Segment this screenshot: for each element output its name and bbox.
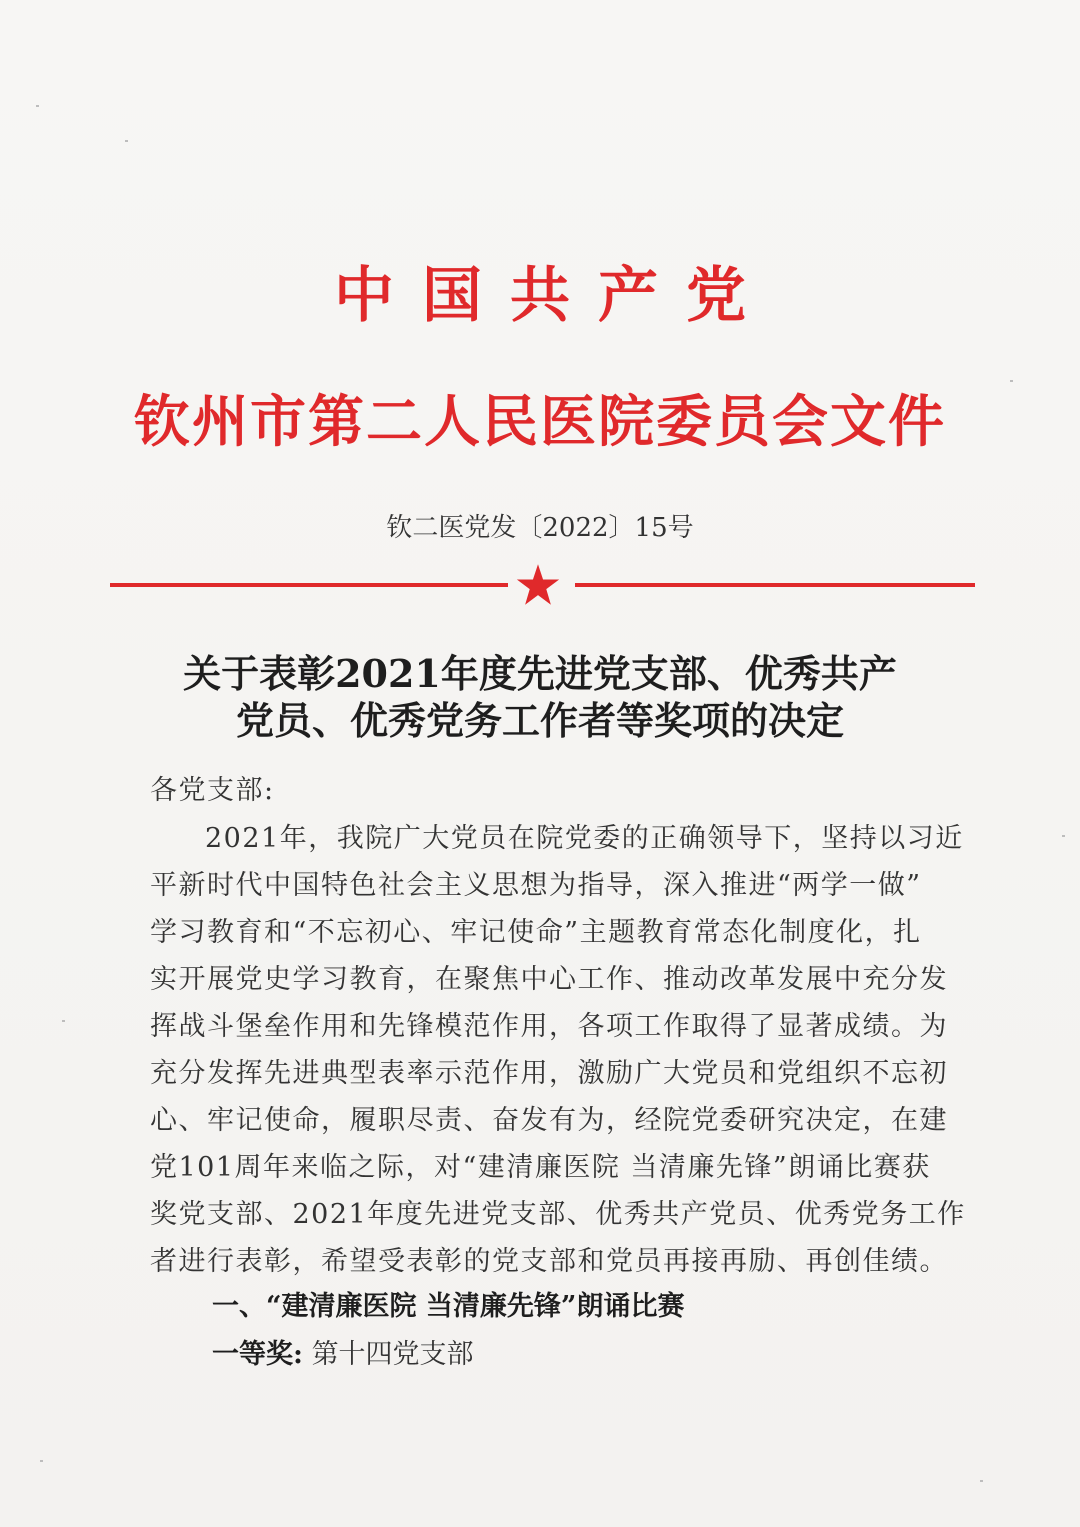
section-heading: 一、“建清廉医院 当清廉先锋”朗诵比赛 — [212, 1291, 685, 1322]
paragraph-line: 奖党支部、2021年度先进党支部、优秀共产党员、优秀党务工作 — [150, 1199, 966, 1230]
award-value: 第十四党支部 — [311, 1339, 474, 1370]
salutation: 各党支部: — [150, 775, 275, 806]
scan-speck — [1062, 835, 1065, 837]
paragraph-line: 充分发挥先进典型表率示范作用，激励广大党员和党组织不忘初 — [150, 1058, 948, 1089]
star-icon — [515, 562, 561, 608]
paragraph-line: 党101周年来临之际，对“建清廉医院 当清廉先锋”朗诵比赛获 — [150, 1152, 931, 1183]
paragraph-line: 平新时代中国特色社会主义思想为指导，深入推进“两学一做” — [150, 870, 922, 901]
scan-speck — [62, 1020, 65, 1022]
document-subject-line2: 党员、优秀党务工作者等奖项的决定 — [235, 698, 844, 743]
paragraph-line: 者进行表彰，希望受表彰的党支部和党员再接再励、再创佳绩。 — [150, 1246, 948, 1277]
scan-speck — [1010, 380, 1013, 382]
paragraph-line: 实开展党史学习教育，在聚焦中心工作、推动改革发展中充分发 — [150, 964, 948, 995]
document-subject-line1: 关于表彰2021年度先进党支部、优秀共产 — [183, 651, 897, 696]
scan-speck — [40, 1460, 43, 1462]
document-number: 钦二医党发〔2022〕15号 — [386, 513, 694, 543]
scan-speck — [980, 1480, 983, 1482]
paragraph-line: 心、牢记使命，履职尽责、奋发有为，经院党委研究决定，在建 — [150, 1105, 948, 1136]
red-divider-left — [110, 583, 508, 587]
scan-speck — [125, 140, 128, 142]
issuer-title-line1: 中国共产党 — [334, 261, 774, 331]
paragraph-line: 挥战斗堡垒作用和先锋模范作用，各项工作取得了显著成绩。为 — [150, 1011, 948, 1042]
issuer-title-line2: 钦州市第二人民医院委员会文件 — [134, 389, 946, 455]
award-line — [212, 1332, 474, 1371]
paragraph-line: 学习教育和“不忘初心、牢记使命”主题教育常态化制度化，扎 — [150, 917, 922, 948]
red-divider-right — [575, 583, 975, 587]
paragraph-line: 2021年，我院广大党员在院党委的正确领导下，坚持以习近 — [205, 823, 964, 854]
award-label: 一等奖: — [212, 1339, 303, 1370]
scan-speck — [36, 105, 39, 107]
